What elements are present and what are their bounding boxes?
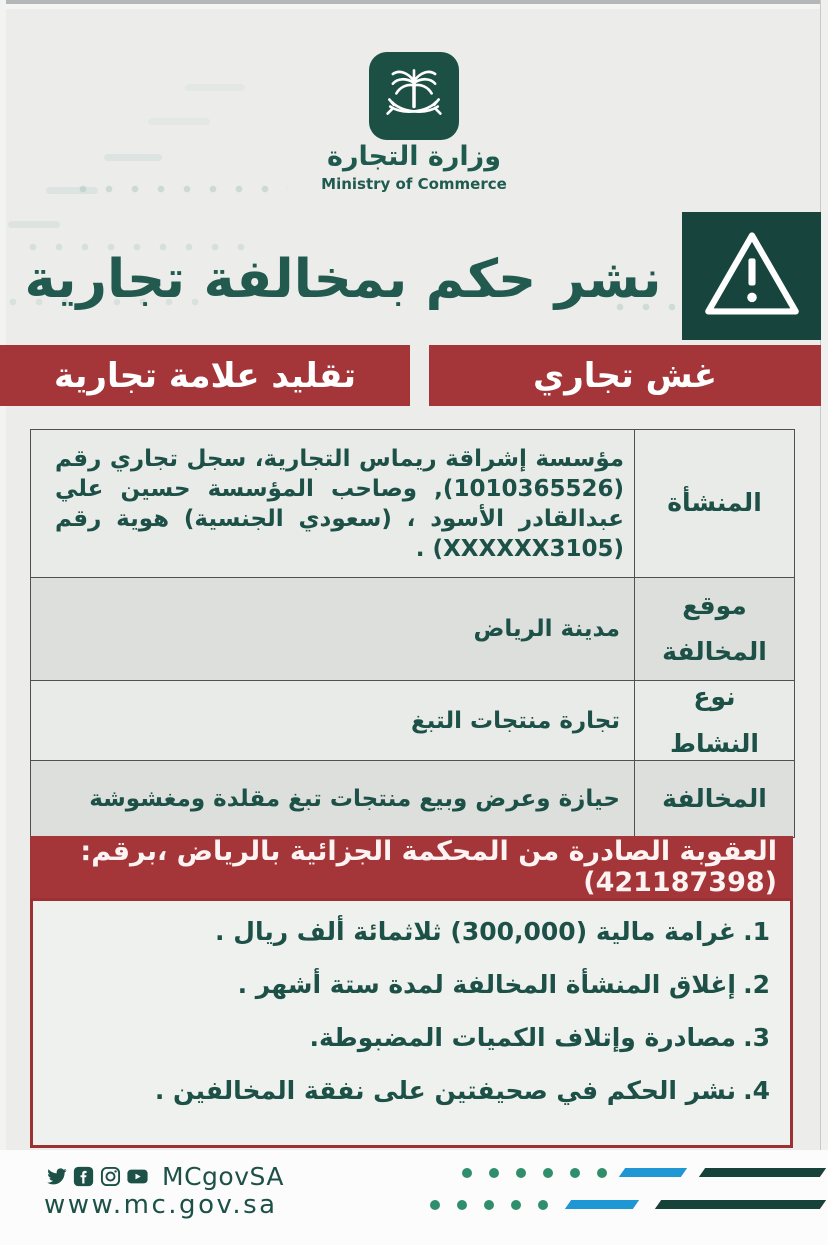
row-value xyxy=(31,681,634,760)
penalty-item-text: غرامة مالية (300,000) ثلاثمائة ألف ريال . xyxy=(215,917,736,946)
penalty-item xyxy=(63,970,770,1023)
social-row xyxy=(46,1162,284,1191)
deco-stripe-blue xyxy=(619,1168,687,1177)
deco-dot xyxy=(570,1168,580,1178)
penalty-item xyxy=(63,917,770,970)
penalty-item-number: 2. xyxy=(743,970,770,999)
table-row-establishment xyxy=(31,430,794,578)
row-value-text: مؤسسة إشراقة ريماس التجارية، سجل تجاري رقم (1010365526), وصاحب المؤسسة حسين علي عبدالقادر الأسود ، (سعودي الجنسية) هوية رقم (XXXXXX3105) . xyxy=(55,445,624,562)
deco-dot xyxy=(511,1200,521,1210)
table-row-violation xyxy=(31,761,794,838)
deco-dot xyxy=(543,1168,553,1178)
deco-stripe-blue xyxy=(565,1200,639,1209)
twitter-icon xyxy=(46,1166,67,1187)
row-label: نوع النشاط xyxy=(634,681,794,760)
social-handle: MCgovSA xyxy=(162,1162,284,1191)
warning-triangle-icon xyxy=(700,226,804,326)
deco-dot xyxy=(484,1200,494,1210)
row-label: موقع المخالفة xyxy=(634,578,794,680)
row-value xyxy=(31,761,634,837)
palm-and-swords-icon xyxy=(369,52,459,140)
deco-dot xyxy=(538,1200,548,1210)
penalty-item-number: 1. xyxy=(743,917,770,946)
penalty-item xyxy=(63,1023,770,1076)
deco-dot xyxy=(516,1168,526,1178)
table-row-violation-location xyxy=(31,578,794,681)
ministry-name-english: Ministry of Commerce xyxy=(321,175,507,193)
violation-details-table xyxy=(30,429,795,838)
page-edge-top-light xyxy=(0,4,828,9)
deco-dot xyxy=(462,1168,472,1178)
deco-stripe-green xyxy=(699,1168,826,1177)
row-value-text: تجارة منتجات التبغ xyxy=(410,707,620,734)
row-value xyxy=(31,430,634,577)
facebook-icon xyxy=(73,1166,94,1187)
penalty-item-text: نشر الحكم في صحيفتين على نفقة المخالفين . xyxy=(154,1076,736,1105)
ministry-emblem xyxy=(369,52,459,140)
footer xyxy=(0,1150,828,1245)
ministry-name-arabic: وزارة التجارة xyxy=(327,141,501,172)
website-url: www.mc.gov.sa xyxy=(44,1190,278,1220)
row-label: المنشأة xyxy=(634,430,794,577)
row-value-text: مدينة الرياض xyxy=(473,616,620,642)
penalty-heading: العقوبة الصادرة من المحكمة الجزائية بالرياض ،برقم: (421187398) xyxy=(30,836,793,898)
penalty-item-text: إغلاق المنشأة المخالفة لمدة ستة أشهر . xyxy=(237,970,736,999)
penalty-item-number: 4. xyxy=(743,1076,770,1105)
deco-dot xyxy=(430,1200,440,1210)
deco-stripe-green xyxy=(655,1200,826,1209)
deco-dot xyxy=(597,1168,607,1178)
row-value xyxy=(31,578,634,680)
warning-icon-box xyxy=(682,212,821,340)
penalty-item-number: 3. xyxy=(743,1023,770,1052)
penalty-item xyxy=(63,1076,770,1129)
row-label: المخالفة xyxy=(634,761,794,837)
penalty-list xyxy=(30,898,793,1148)
youtube-icon xyxy=(127,1166,148,1187)
violation-tag-trademark-imitation: تقليد علامة تجارية xyxy=(0,345,410,406)
violation-tag-commercial-fraud: غش تجاري xyxy=(429,345,821,406)
deco-dash xyxy=(148,118,210,125)
penalty-item-text: مصادرة وإتلاف الكميات المضبوطة. xyxy=(309,1023,736,1052)
deco-dot xyxy=(489,1168,499,1178)
page-title: نشر حكم بمخالفة تجارية xyxy=(24,248,662,310)
table-row-activity-type xyxy=(31,681,794,761)
deco-dash xyxy=(185,84,245,91)
deco-dot xyxy=(457,1200,467,1210)
row-value-text: حيازة وعرض وبيع منتجات تبغ مقلدة ومغشوشة xyxy=(89,786,620,812)
instagram-icon xyxy=(100,1166,121,1187)
